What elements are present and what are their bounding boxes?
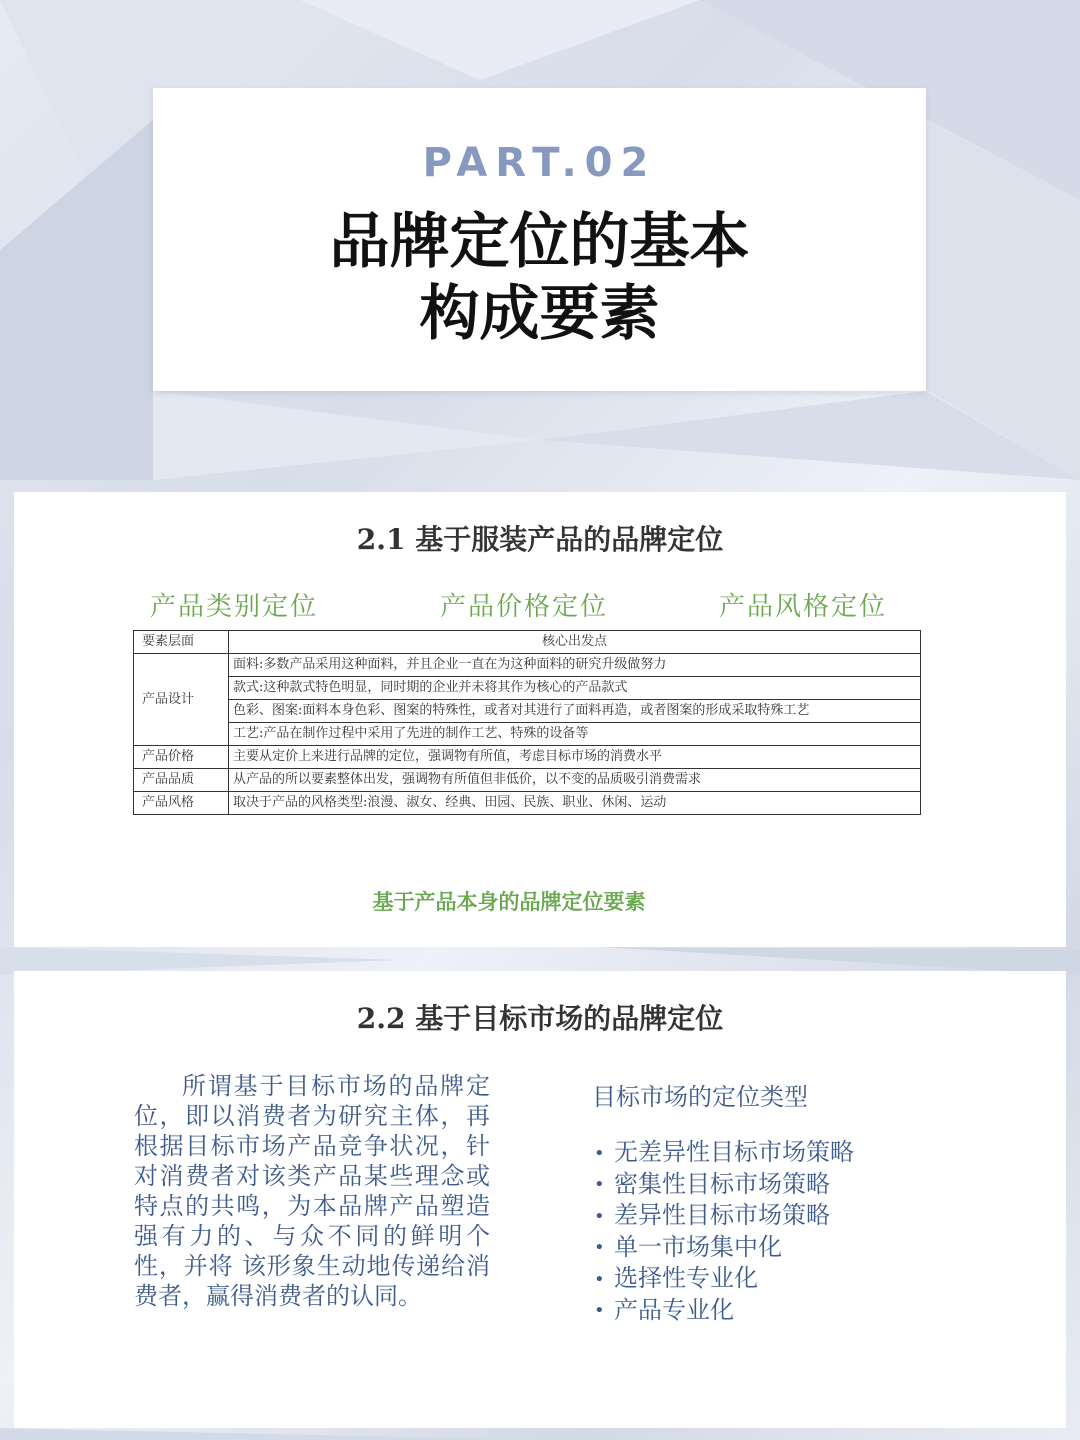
bullet-icon: • <box>594 1300 605 1321</box>
title-card <box>153 88 926 391</box>
list-item <box>594 1295 854 1327</box>
table-row <box>134 677 921 700</box>
table-caption: 基于产品本身的品牌定位要素 <box>372 890 646 914</box>
section-2-2-title: 2.2 基于目标市场的品牌定位 <box>356 1002 724 1035</box>
category-label: 产品类别定位 <box>150 592 319 622</box>
table-row <box>134 723 921 746</box>
category-label: 产品风格定位 <box>719 592 888 622</box>
intro-paragraph: 所谓基于目标市场的品牌定位，即以消费者为研究主体，再根据目标市场产品竞争状况，针对消费者对该类产品某些理念或特点的共鸣，为本品牌产品塑造强有力的、与众不同的鲜明个性，并将 该形象生动地传递给消费者，赢得消费者的认同。 <box>134 1072 490 1310</box>
table-row <box>134 654 921 677</box>
main-title-line1: 品牌定位的基本 <box>329 207 750 277</box>
table-row <box>134 769 921 792</box>
main-title <box>153 206 926 350</box>
main-title-line2: 构成要素 <box>419 279 660 349</box>
table-cell: 工艺:产品在制作过程中采用了先进的制作工艺、特殊的设备等 <box>229 723 921 746</box>
list-item-label: 无差异性目标市场策略 <box>614 1138 854 1166</box>
positioning-types-heading: 目标市场的定位类型 <box>592 1083 808 1111</box>
table-cell: 面料:多数产品采用这种面料，并且企业一直在为这种面料的研究升级做努力 <box>229 654 921 677</box>
table-cell: 取决于产品的风格类型:浪漫、淑女、经典、田园、民族、职业、休闲、运动 <box>229 792 921 815</box>
bullet-icon: • <box>594 1237 605 1258</box>
section-2-2-card <box>14 971 1066 1428</box>
section-2-1-card <box>14 492 1066 947</box>
table-header-cell: 要素层面 <box>134 631 229 654</box>
list-item-label: 产品专业化 <box>614 1295 734 1324</box>
table-label-cell: 产品价格 <box>134 746 229 769</box>
table-header-row <box>134 631 921 654</box>
bullet-icon: • <box>594 1174 605 1195</box>
table-cell: 色彩、图案:面料本身色彩、图案的特殊性，或者对其进行了面料再造，或者图案的形成采取特殊工艺 <box>229 700 921 723</box>
section-2-1-title: 2.1 基于服装产品的品牌定位 <box>356 523 724 556</box>
table-cell: 从产品的所以要素整体出发，强调物有所值但非低价，以不变的品质吸引消费需求 <box>229 769 921 792</box>
part-label: PART.02 <box>422 140 657 186</box>
list-item <box>594 1263 854 1295</box>
positioning-elements-table <box>133 630 921 815</box>
bullet-icon: • <box>594 1268 605 1290</box>
table-row <box>134 700 921 723</box>
list-item <box>594 1169 854 1201</box>
bullet-icon: • <box>594 1142 605 1164</box>
table-header-cell: 核心出发点 <box>229 631 921 654</box>
list-item <box>594 1232 854 1264</box>
table-row <box>134 792 921 815</box>
table-cell: 主要从定价上来进行品牌的定位，强调物有所值，考虑目标市场的消费水平 <box>229 746 921 769</box>
bullet-icon: • <box>594 1205 605 1227</box>
list-item <box>594 1200 854 1232</box>
list-item-label: 差异性目标市场策略 <box>614 1201 830 1229</box>
list-item-label: 单一市场集中化 <box>614 1232 782 1261</box>
list-item <box>594 1137 854 1169</box>
list-item-label: 密集性目标市场策略 <box>614 1169 830 1198</box>
table-label-cell: 产品设计 <box>134 654 229 746</box>
table-cell: 款式:这种款式特色明显，同时期的企业并未将其作为核心的产品款式 <box>229 677 921 700</box>
positioning-types-list <box>594 1137 854 1326</box>
table-label-cell: 产品品质 <box>134 769 229 792</box>
table-row <box>134 746 921 769</box>
list-item-label: 选择性专业化 <box>614 1264 758 1292</box>
table-label-cell: 产品风格 <box>134 792 229 815</box>
category-label: 产品价格定位 <box>440 592 609 622</box>
